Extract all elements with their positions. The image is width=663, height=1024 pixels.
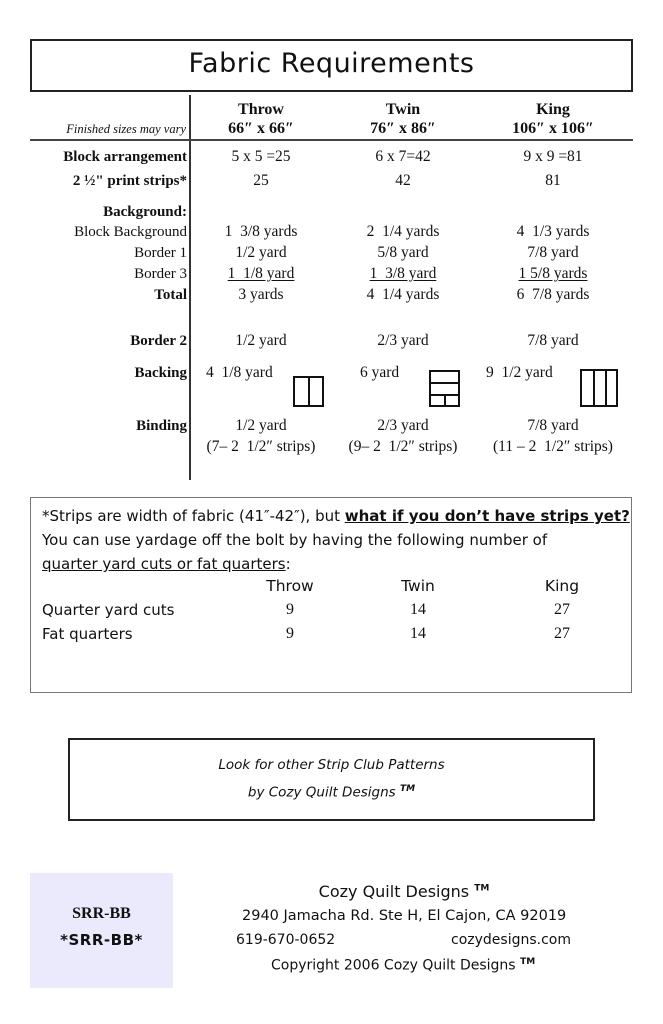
trademark-mark: TM bbox=[474, 883, 490, 894]
strips-note-line-2: You can use yardage off the bolt by having the following number of bbox=[42, 531, 548, 549]
cell: (11 – 2 1/2″ strips) bbox=[493, 438, 613, 455]
cell: 1/2 yard bbox=[235, 244, 287, 261]
cell: 6 yard bbox=[360, 364, 400, 381]
cell: 9 x 9 =81 bbox=[523, 148, 583, 165]
page-title: Fabric Requirements bbox=[188, 48, 475, 79]
sku-code: SRR-BB bbox=[72, 905, 131, 922]
col-name: King bbox=[536, 101, 570, 118]
col-name: Twin bbox=[385, 101, 421, 118]
col-throw-header bbox=[186, 100, 336, 138]
cell: 4 1/3 yards bbox=[516, 223, 590, 240]
strips-note-line-1 bbox=[42, 504, 630, 528]
cell: 6 7/8 yards bbox=[516, 286, 590, 303]
cell-value: 1 3/8 yard bbox=[369, 265, 437, 282]
strips-cell: 14 bbox=[410, 625, 426, 642]
cell: (7– 2 1/2″ strips) bbox=[206, 438, 316, 455]
cell: 2/3 yard bbox=[377, 417, 429, 434]
strips-note-underlined: quarter yard cuts or fat quarters bbox=[42, 555, 286, 573]
row-label-border-3: Border 3 bbox=[134, 266, 187, 282]
cell bbox=[328, 264, 478, 284]
col-size: 76″ x 86″ bbox=[370, 120, 436, 137]
sizes-note: Finished sizes may vary bbox=[66, 122, 186, 136]
backing-3-panel-icon bbox=[580, 369, 618, 407]
strips-note-colon: : bbox=[285, 555, 291, 573]
row-label-border-2: Border 2 bbox=[130, 333, 187, 349]
other-patterns-box bbox=[68, 738, 595, 821]
company-name-line bbox=[0, 882, 663, 901]
strips-cell: 27 bbox=[554, 601, 570, 618]
strips-note-emphasis: what if you don’t have strips yet? bbox=[344, 507, 630, 525]
background-heading: Background: bbox=[103, 204, 187, 220]
cell: 7/8 yard bbox=[527, 332, 579, 349]
backing-3-row-icon bbox=[429, 370, 460, 407]
row-label-backing: Backing bbox=[134, 365, 187, 381]
strips-cell: 9 bbox=[286, 625, 294, 642]
copyright-line bbox=[271, 957, 535, 974]
copyright-text: Copyright 2006 Cozy Quilt Designs bbox=[271, 957, 516, 974]
cell: 1/2 yard bbox=[235, 332, 287, 349]
company-address: 2940 Jamacha Rd. Ste H, El Cajon, CA 92019 bbox=[242, 908, 567, 924]
strips-cell: 14 bbox=[410, 601, 426, 618]
cell: 1/2 yard bbox=[235, 417, 287, 434]
row-label-total: Total bbox=[154, 287, 187, 303]
cell: 4 1/4 yards bbox=[366, 286, 440, 303]
row-label-block-background: Block Background bbox=[74, 224, 187, 240]
other-patterns-line-1: Look for other Strip Club Patterns bbox=[218, 757, 445, 773]
cell bbox=[186, 264, 336, 284]
table-header-divider bbox=[30, 139, 633, 141]
strips-cell: 9 bbox=[286, 601, 294, 618]
company-name: Cozy Quilt Designs bbox=[318, 882, 470, 901]
strips-row-label: Fat quarters bbox=[42, 625, 133, 643]
strips-note-box bbox=[30, 497, 632, 693]
cell: 7/8 yard bbox=[527, 244, 579, 261]
cell: 81 bbox=[545, 172, 561, 189]
strips-col-twin: Twin bbox=[401, 577, 435, 595]
cell-value: 1 5/8 yards bbox=[518, 265, 588, 282]
cell bbox=[478, 264, 628, 284]
strips-note-line-3 bbox=[42, 552, 291, 576]
cell: 4 1/8 yard bbox=[206, 364, 273, 381]
cell: 42 bbox=[395, 172, 411, 189]
row-label-binding: Binding bbox=[136, 418, 187, 434]
cell: 5/8 yard bbox=[377, 244, 429, 261]
col-king-header bbox=[478, 100, 628, 138]
col-name: Throw bbox=[238, 101, 284, 118]
row-label-border-1: Border 1 bbox=[134, 245, 187, 261]
strips-col-throw: Throw bbox=[266, 577, 314, 595]
cell: 25 bbox=[253, 172, 269, 189]
col-size: 66″ x 66″ bbox=[228, 120, 294, 137]
col-size: 106″ x 106″ bbox=[512, 120, 594, 137]
strips-col-king: King bbox=[544, 577, 580, 595]
title-box bbox=[30, 39, 633, 92]
other-patterns-line-2 bbox=[70, 784, 593, 801]
cell: 3 yards bbox=[238, 286, 284, 303]
cell: 6 x 7=42 bbox=[375, 148, 431, 165]
backing-2-panel-icon bbox=[293, 376, 324, 407]
cell: 1 3/8 yards bbox=[224, 223, 298, 240]
trademark-mark: TM bbox=[400, 784, 416, 794]
trademark-mark: TM bbox=[520, 957, 536, 967]
cell: 9 1/2 yard bbox=[486, 364, 553, 381]
strips-cell: 27 bbox=[554, 625, 570, 642]
cell: 2 1/4 yards bbox=[366, 223, 440, 240]
cell: 5 x 5 =25 bbox=[231, 148, 291, 165]
cell: 7/8 yard bbox=[527, 417, 579, 434]
strips-note-text: *Strips are width of fabric (41″-42″), but bbox=[42, 507, 345, 525]
col-twin-header bbox=[328, 100, 478, 138]
strips-row-label: Quarter yard cuts bbox=[42, 601, 175, 619]
row-label-block-arrangement: Block arrangement bbox=[63, 149, 187, 165]
company-website[interactable]: cozydesigns.com bbox=[451, 932, 571, 948]
company-phone: 619-670-0652 bbox=[236, 932, 336, 948]
cell-value: 1 1/8 yard bbox=[227, 265, 295, 282]
other-patterns-company: by Cozy Quilt Designs bbox=[247, 784, 396, 801]
sku-barcode-text: *SRR-BB* bbox=[60, 931, 143, 949]
row-label-print-strips: 2 ½" print strips* bbox=[72, 173, 187, 189]
cell: 2/3 yard bbox=[377, 332, 429, 349]
cell: (9– 2 1/2″ strips) bbox=[348, 438, 458, 455]
